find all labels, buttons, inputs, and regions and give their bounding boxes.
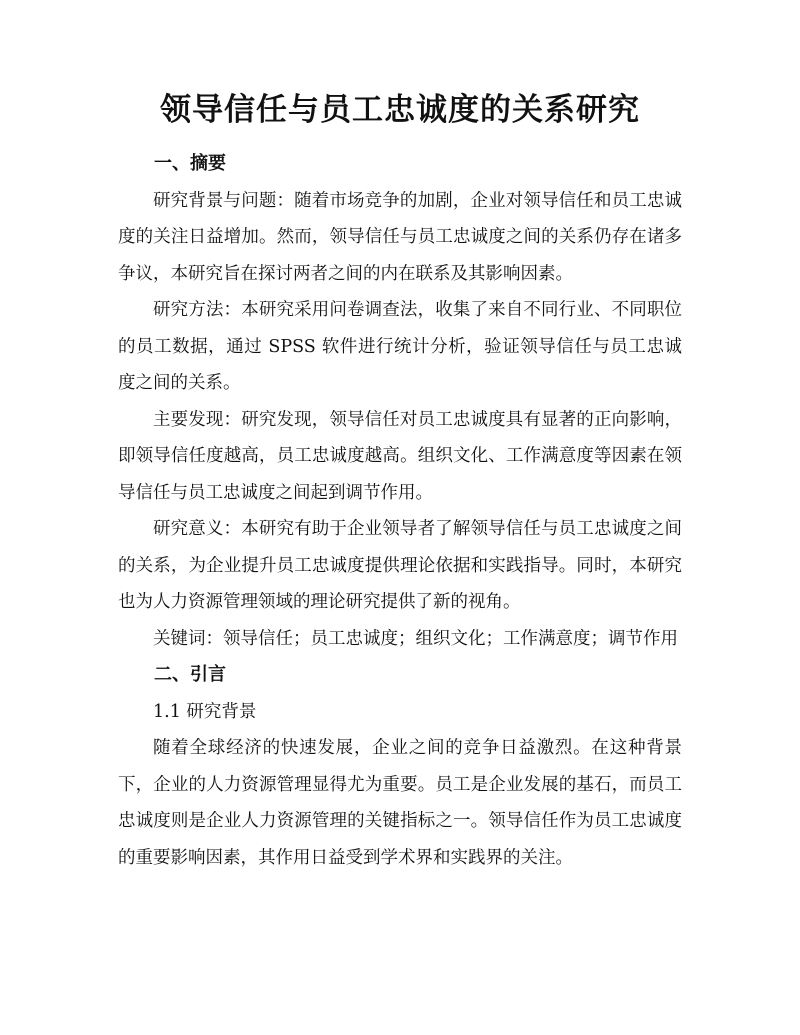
abstract-background-paragraph: 研究背景与问题：随着市场竞争的加剧，企业对领导信任和员工忠诚度的关注日益增加。然而，领导信任与员工忠诚度之间的关系仍存在诸多争议，本研究旨在探讨两者之间的内在联系及其影响因素。 (118, 190, 682, 284)
introduction-heading: 二、引言 (154, 664, 226, 685)
document-body (118, 146, 682, 876)
abstract-methods-paragraph: 研究方法：本研究采用问卷调查法，收集了来自不同行业、不同职位的员工数据，通过 SPSS 软件进行统计分析，验证领导信任与员工忠诚度之间的关系。 (118, 300, 682, 393)
abstract-heading: 一、摘要 (154, 153, 226, 174)
keywords-paragraph: 关键词：领导信任；员工忠诚度；组织文化；工作满意度；调节作用 (153, 628, 678, 649)
document-title: 领导信任与员工忠诚度的关系研究 (160, 92, 640, 128)
research-background-heading: 1.1 研究背景 (153, 701, 257, 722)
abstract-findings-paragraph: 主要发现：研究发现，领导信任对员工忠诚度具有显著的正向影响，即领导信任度越高，员工忠诚度越高。组织文化、工作满意度等因素在领导信任与员工忠诚度之间起到调节作用。 (118, 409, 682, 503)
abstract-significance-paragraph: 研究意义：本研究有助于企业领导者了解领导信任与员工忠诚度之间的关系，为企业提升员工忠诚度提供理论依据和实践指导。同时，本研究也为人力资源管理领域的理论研究提供了新的视角。 (118, 519, 682, 612)
research-background-paragraph: 随着全球经济的快速发展，企业之间的竞争日益激烈。在这种背景下，企业的人力资源管理显得尤为重要。员工是企业发展的基石，而员工忠诚度则是企业人力资源管理的关键指标之一。领导信任作为员工忠诚度的重要影响因素，其作用日益受到学术界和实践界的关注。 (118, 738, 682, 868)
